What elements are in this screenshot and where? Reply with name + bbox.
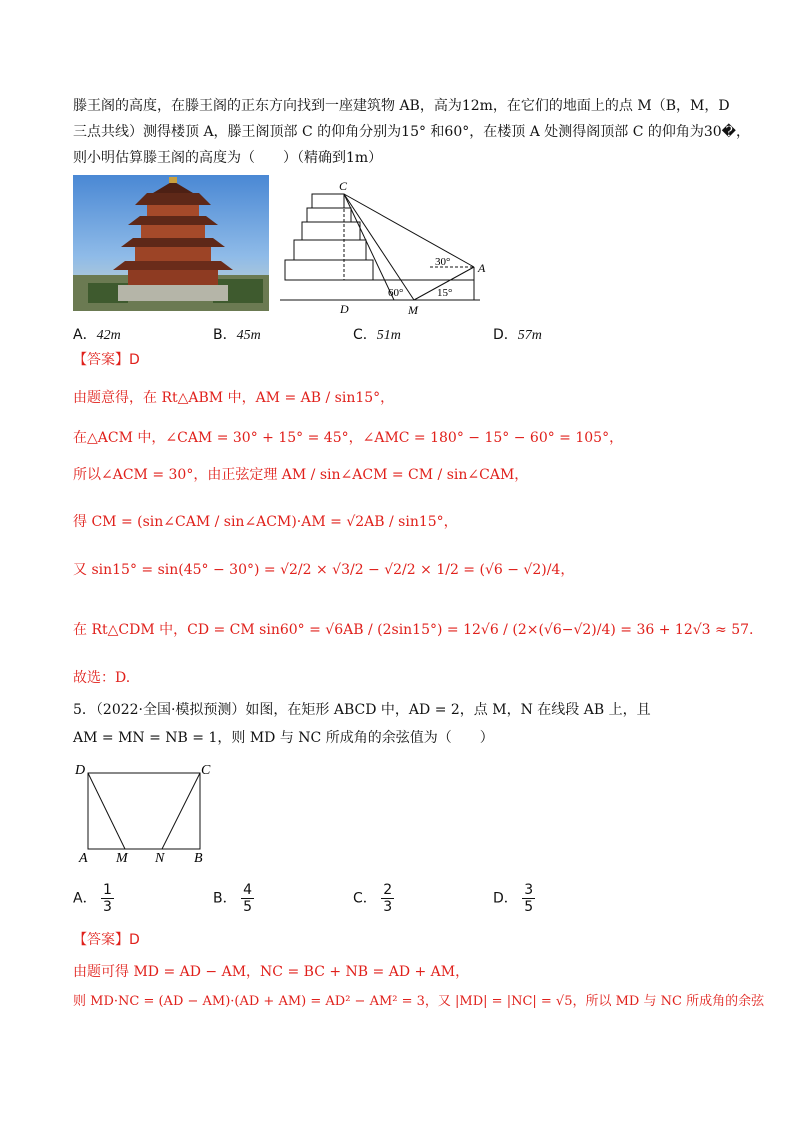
problem4-line3: 则小明估算滕王阁的高度为（ ）（精确到1m） [73, 150, 383, 166]
p4-solution-4: 得 CM = (sin∠CAM / sin∠ACM)·AM = √2AB / sin15°， [73, 514, 458, 530]
option-value: 42m [96, 328, 121, 343]
p5-option-a[interactable] [73, 882, 114, 915]
label-B: B [194, 851, 203, 866]
option-numerator: 2 [383, 882, 393, 898]
p4-answer: 【答案】D [73, 352, 140, 368]
label-M: M [116, 851, 128, 866]
option-denominator: 3 [383, 899, 393, 915]
p5-option-c[interactable] [353, 882, 394, 915]
option-letter: B． [213, 327, 237, 343]
p4-option-a[interactable] [73, 324, 121, 344]
option-value: 51m [376, 328, 401, 343]
label-60: 60° [388, 287, 404, 299]
option-letter: B． [213, 890, 237, 907]
p4-option-d[interactable] [493, 324, 542, 344]
p4-solution-2: 在△ACM 中，∠CAM = 30° + 15° = 45°，∠AMC = 180° − 15° − 60° = 105°， [73, 430, 624, 446]
rectangle-diagram [73, 758, 223, 868]
p5-option-d[interactable] [493, 882, 535, 915]
p4-solution-6: 在 Rt△CDM 中，CD = CM sin60° = √6AB / (2sin15°) = 12√6 / (2×(√6−√2)/4) = 36 + 12√3 ≈ 57. [73, 622, 754, 638]
p5-answer: 【答案】D [73, 932, 140, 948]
label-A: A [478, 261, 486, 275]
pavilion-diagram [280, 175, 500, 320]
label-30: 30° [435, 256, 451, 268]
label-C: C [339, 179, 348, 193]
option-numerator: 1 [103, 882, 112, 898]
p4-solution-1: 由题意得，在 Rt△ABM 中，AM = AB / sin15°， [73, 390, 395, 406]
p4-option-b[interactable] [213, 324, 261, 344]
option-letter: C． [353, 890, 377, 907]
option-denominator: 5 [524, 899, 534, 915]
option-value: 57m [517, 328, 542, 343]
p5-option-b[interactable] [213, 882, 254, 915]
option-letter: D． [493, 327, 518, 343]
option-letter: A． [73, 890, 97, 907]
option-numerator: 4 [243, 882, 252, 898]
p5-solution-2: 则 MD·NC = (AD − AM)·(AD + AM) = AD² − AM² = 3，又 |MD| = |NC| = √5，所以 MD 与 NC 所成角的余弦 [73, 994, 765, 1009]
pavilion-photo [73, 175, 269, 311]
option-denominator: 3 [103, 899, 112, 915]
option-letter: D． [493, 890, 518, 907]
problem4-line1: 滕王阁的高度，在滕王阁的正东方向找到一座建筑物 AB，高为12m，在它们的地面上的点 M（B，M，D [73, 98, 730, 114]
p4-option-c[interactable] [353, 324, 401, 344]
label-A: A [79, 851, 88, 866]
p4-solution-7: 故选：D. [73, 670, 131, 686]
label-D: D [340, 302, 349, 316]
label-D: D [75, 763, 86, 778]
label-15: 15° [437, 287, 453, 299]
label-C: C [201, 763, 211, 778]
problem5-line2: AM = MN = NB = 1，则 MD 与 NC 所成角的余弦值为（ ） [73, 730, 494, 746]
p5-solution-1: 由题可得 MD = AD − AM，NC = BC + NB = AD + AM， [73, 964, 470, 980]
option-denominator: 5 [243, 899, 252, 915]
option-value: 45m [236, 328, 261, 343]
option-letter: A． [73, 327, 97, 343]
label-M: M [408, 303, 418, 317]
p4-solution-5: 又 sin15° = sin(45° − 30°) = √2/2 × √3/2 − √2/2 × 1/2 = (√6 − √2)/4， [73, 562, 575, 578]
option-letter: C． [353, 327, 377, 343]
option-numerator: 3 [524, 882, 534, 898]
problem5-line1: 5．（2022·全国·模拟预测）如图，在矩形 ABCD 中，AD = 2，点 M，N 在线段 AB 上，且 [73, 702, 651, 718]
p4-solution-3: 所以∠ACM = 30°，由正弦定理 AM / sin∠ACM = CM / sin∠CAM， [73, 467, 529, 483]
label-N: N [155, 851, 165, 866]
problem4-line2: 三点共线）测得楼顶 A，滕王阁顶部 C 的仰角分别为15° 和60°，在楼顶 A 处测得阁顶部 C 的仰角为30�， [73, 124, 751, 140]
